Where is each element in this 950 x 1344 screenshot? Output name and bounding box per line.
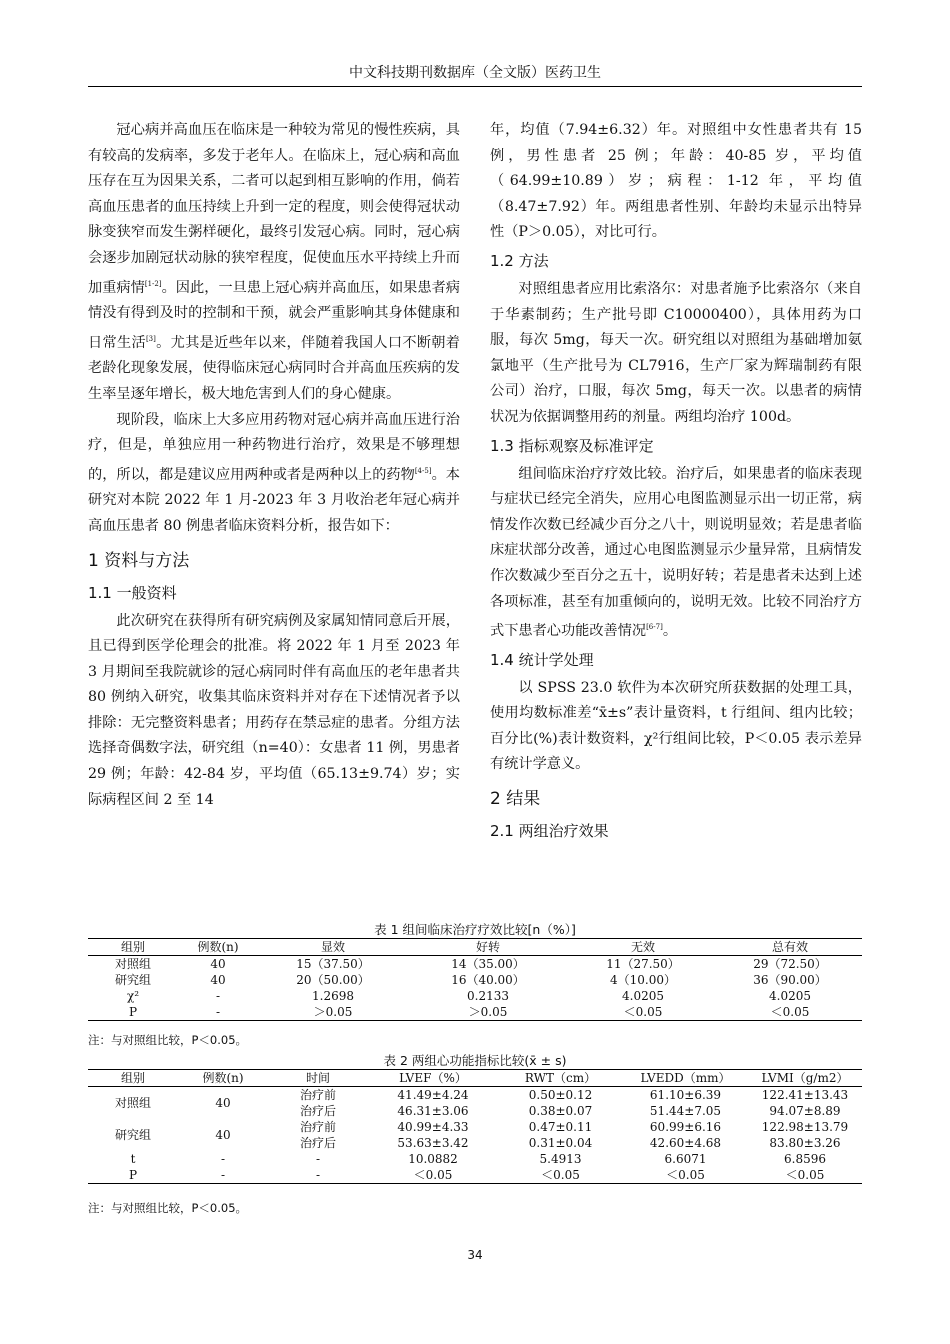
table1-cell: - xyxy=(215,989,221,1003)
table2-cell: 94.07±8.89 xyxy=(769,1104,841,1118)
citation-6-7: [6-7] xyxy=(646,623,663,632)
table1-cell: P xyxy=(128,1005,138,1019)
table2-cell: 10.0882 xyxy=(408,1152,458,1166)
table1-cell: 4.0205 xyxy=(622,989,664,1003)
table2 xyxy=(88,1069,862,1184)
table2-header-cell: LVEDD（mm） xyxy=(640,1071,731,1085)
table1-header-row xyxy=(88,939,862,956)
stats-paragraph: 以 SPSS 23.0 软件为本次研究所获数据的处理工具，使用均数标准差“x̄±s”表计量资料，t 行组间、组内比较；百分比(%)表计数资料，χ²行组间比较，P＜0.05 表示差异有统计学意义。 xyxy=(490,679,862,773)
table1-header-cell: 显效 xyxy=(320,940,345,954)
table2-cell: - xyxy=(315,1168,321,1182)
table1-header-cell: 例数(n) xyxy=(197,940,239,954)
citation-1-2: [1-2] xyxy=(144,279,162,288)
table1-row xyxy=(88,972,862,988)
index-text-end: 。 xyxy=(662,623,678,640)
table2-cell: 61.10±6.39 xyxy=(649,1088,722,1102)
table2-cell: 0.31±0.04 xyxy=(528,1136,593,1150)
table2-header-cell: LVMI（g/m2） xyxy=(761,1071,849,1085)
table2-row xyxy=(88,1087,862,1104)
citation-3: [3] xyxy=(145,334,156,343)
general-data-continued: 年，均值（7.94±6.32）年。对照组中女性患者共有 15 例，男性患者 25 例；年龄：40-85 岁，平均值（64.99±10.89）岁；病程：1-12 年，平均值（8.47±7.92）年。两组患者性别、年龄均未显示出特异性（P＞0.05），对比可行。 xyxy=(490,122,862,241)
table1-header-cell: 组别 xyxy=(120,940,145,954)
table1-cell: - xyxy=(215,1005,221,1019)
table1-caption: 表 1 组间临床治疗疗效比较[n（%）] xyxy=(374,922,576,937)
table1-cell: 研究组 xyxy=(114,973,151,987)
table1-cell: 11（27.50） xyxy=(606,957,680,971)
section-heading-results: 2 结果 xyxy=(490,789,541,810)
table2-cell: 42.60±4.68 xyxy=(649,1136,722,1150)
table1-cell: 4（10.00） xyxy=(610,973,676,987)
table1-row xyxy=(88,1004,862,1021)
table1-header-cell: 好转 xyxy=(475,940,500,954)
subsection-heading-general: 1.1 一般资料 xyxy=(88,583,177,602)
table1-cell: 40 xyxy=(210,957,226,971)
page-number: 34 xyxy=(467,1248,483,1262)
table2-header-cell: 时间 xyxy=(305,1071,330,1085)
table2-cell: 60.99±6.16 xyxy=(649,1120,722,1134)
table2-stat-row xyxy=(88,1151,862,1167)
table1-cell: 40 xyxy=(210,973,226,987)
intro-text-2b: 。本研究对本院 2022 年 1 月-2023 年 3 月收治老年冠心病并高血压患者 80 例患者临床资料分析，报告如下： xyxy=(88,466,460,534)
table2-stat-row xyxy=(88,1167,862,1184)
table2-cell: 治疗前 xyxy=(299,1120,336,1134)
table2-header-cell: LVEF（%） xyxy=(399,1071,467,1085)
subsection-heading-stats: 1.4 统计学处理 xyxy=(490,650,594,669)
table2-note: 注：与对照组比较，P＜0.05。 xyxy=(88,1201,248,1215)
table1-cell: 16（40.00） xyxy=(451,973,525,987)
table1-cell: 0.2133 xyxy=(467,989,509,1003)
index-text: 组间临床治疗疗效比较。治疗后，如果患者的临床表现与症状已经完全消失，应用心电图监测显示出一切正常，病情发作次数已经减少百分之八十，则说明显效；若是患者临床症状部分改善，通过心电图监测显示少量异常，且病情发作次数减少至百分之五十，说明好转；若是患者未达到上述各项标准，甚至有加重倾向的，说明无效。比较不同治疗方式下患者心功能改善情况 xyxy=(490,465,862,640)
intro-text-1c: 。尤其是近些年以来，伴随着我国人口不断朝着老龄化现象发展，使得临床冠心病同时合并高血压疾病的发生率呈逐年增长，极大地危害到人们的身心健康。 xyxy=(88,334,460,402)
table1-cell: ＞0.05 xyxy=(468,1005,508,1019)
table1-header-cell: 总有效 xyxy=(771,940,808,954)
table2-cell: - xyxy=(220,1168,226,1182)
table2-cell: t xyxy=(130,1152,136,1166)
table1 xyxy=(88,938,862,1021)
subsection-heading-index: 1.3 指标观察及标准评定 xyxy=(490,436,654,455)
table1-cell: 4.0205 xyxy=(769,989,811,1003)
table2-cell: 83.80±3.26 xyxy=(769,1136,841,1150)
table2-group-cell: 研究组 xyxy=(114,1128,151,1142)
table1-row xyxy=(88,988,862,1004)
intro-text-1b: 。因此，一旦患上冠心病并高血压，如果患者病情没有得到及时的控制和干预，就会严重影响其身体健康和日常生活 xyxy=(88,279,460,351)
journal-header: 中文科技期刊数据库（全文版）医药卫生 xyxy=(349,65,601,81)
table2-cell: 6.6071 xyxy=(664,1152,707,1166)
subsection-heading-method: 1.2 方法 xyxy=(490,251,549,270)
index-paragraph xyxy=(490,462,862,645)
general-data-paragraph: 此次研究在获得所有研究病例及家属知情同意后开展，且已得到医学伦理会的批准。将 2022 年 1 月至 2023 年 3 月期间至我院就诊的冠心病同时伴有高血压的老年患者共 80 例纳入研究，收集其临床资料并对存在下述情况者予以排除：无完整资料患者；用药存在禁忌症的患者。分组方法选择奇偶数字法，研究组（n=40）：女患者 11 例，男患者 29 例；年龄：42-84 岁，平均值（65.13±9.74）岁；实际病程区间 2 至 14 xyxy=(88,612,460,808)
table2-cell: 51.44±7.05 xyxy=(649,1104,722,1118)
table2-cell: ＜0.05 xyxy=(541,1168,580,1182)
table1-cell: 15（37.50） xyxy=(296,957,370,971)
table1-cell: 14（35.00） xyxy=(451,957,525,971)
table2-cell: 5.4913 xyxy=(539,1152,582,1166)
table2-row xyxy=(88,1119,862,1135)
table2-count-cell: 40 xyxy=(215,1096,231,1110)
header-rule xyxy=(88,86,862,87)
table2-cell: 122.98±13.79 xyxy=(761,1120,849,1134)
right-column xyxy=(490,118,862,847)
table2-count-cell: 40 xyxy=(215,1128,231,1142)
table2-header-cell: 例数(n) xyxy=(202,1071,244,1085)
table2-cell: 治疗前 xyxy=(299,1088,336,1102)
table1-note: 注：与对照组比较，P＜0.05。 xyxy=(88,1033,248,1047)
table2-cell: 41.49±4.24 xyxy=(397,1088,469,1102)
table2-cell: 40.99±4.33 xyxy=(397,1120,469,1134)
table2-cell: ＜0.05 xyxy=(413,1168,453,1182)
table1-cell: χ² xyxy=(126,989,140,1003)
table1-cell: ＞0.05 xyxy=(313,1005,353,1019)
table2-header-cell: RWT（cm） xyxy=(524,1071,597,1085)
table2-cell: - xyxy=(315,1152,321,1166)
intro-paragraph-1 xyxy=(88,118,460,408)
table2-caption: 表 2 两组心功能指标比较(x̄ ± s) xyxy=(383,1053,567,1068)
table1-cell: 对照组 xyxy=(114,957,151,971)
table2-cell: P xyxy=(128,1168,138,1182)
table2-cell: 0.50±0.12 xyxy=(528,1088,593,1102)
intro-paragraph-2 xyxy=(88,408,460,540)
table1-cell: ＜0.05 xyxy=(623,1005,663,1019)
table2-cell: - xyxy=(220,1152,226,1166)
intro-text-2: 现阶段，临床上大多应用药物对冠心病并高血压进行治疗，但是，单独应用一种药物进行治疗，效果是不够理想的，所以，都是建议应用两种或者是两种以上的药物 xyxy=(88,411,460,483)
table1-cell: 1.2698 xyxy=(312,989,354,1003)
table2-cell: 0.38±0.07 xyxy=(528,1104,593,1118)
table2-cell: 53.63±3.42 xyxy=(397,1136,469,1150)
table2-header-row xyxy=(88,1070,862,1087)
table2-cell: ＜0.05 xyxy=(666,1168,705,1182)
subsection-heading-effect: 2.1 两组治疗效果 xyxy=(490,822,609,841)
table1-cell: 29（72.50） xyxy=(753,957,827,971)
section-heading-methods: 1 资料与方法 xyxy=(88,550,190,571)
table2-cell: 122.41±13.43 xyxy=(761,1088,849,1102)
table1-row xyxy=(88,956,862,973)
table2-cell: 0.47±0.11 xyxy=(528,1120,593,1134)
citation-4-5: [4-5] xyxy=(414,466,432,475)
method-paragraph: 对照组患者应用比索洛尔：对患者施予比索洛尔（来自于华素制药；生产批号即 C10000400），具体用药为口服，每次 5mg，每天一次。研究组以对照组为基础增加氨氯地平（生产批号为 CL7916，生产厂家为辉瑞制药有限公司）治疗，口服，每次 5mg，每天一次。以患者的病情状况为依据调整用药的剂量。两组均治疗 100d。 xyxy=(490,280,862,425)
table2-cell: 治疗后 xyxy=(299,1136,336,1150)
intro-text-1: 冠心病并高血压在临床是一种较为常见的慢性疾病，具有较高的发病率，多发于老年人。在临床上，冠心病和高血压存在互为因果关系，二者可以起到相互影响的作用，倘若高血压患者的血压持续上升到一定的程度，则会使得冠状动脉变狭窄而发生粥样硬化，最终引发冠心病。同时，冠心病会逐步加剧冠状动脉的狭窄程度，促使血压水平持续上升而加重病情 xyxy=(88,122,460,296)
table2-cell: 治疗后 xyxy=(299,1104,336,1118)
table1-cell: 20（50.00） xyxy=(296,973,370,987)
table2-group-cell: 对照组 xyxy=(114,1096,151,1110)
left-column xyxy=(88,118,460,813)
table1-cell: ＜0.05 xyxy=(770,1005,810,1019)
table1-header-cell: 无效 xyxy=(630,940,655,954)
table2-cell: ＜0.05 xyxy=(785,1168,825,1182)
table2-cell: 46.31±3.06 xyxy=(397,1104,469,1118)
table2-header-cell: 组别 xyxy=(120,1071,145,1085)
table2-cell: 6.8596 xyxy=(784,1152,826,1166)
table1-cell: 36（90.00） xyxy=(753,973,827,987)
